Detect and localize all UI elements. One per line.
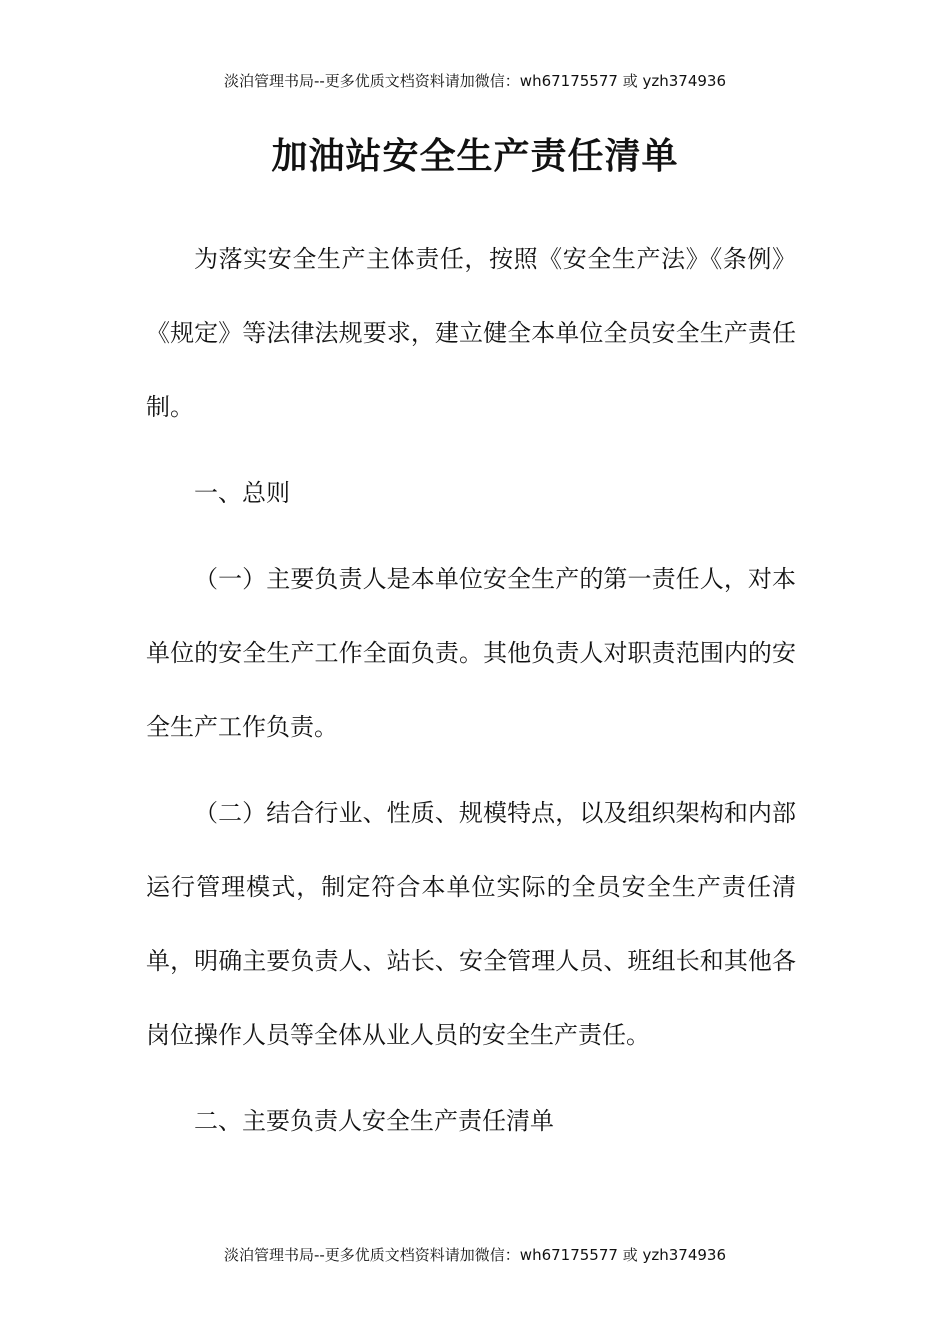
clause-paragraph-1: （一）主要负责人是本单位安全生产的第一责任人，对本单位的安全生产工作全面负责。其他负责人对职责范围内的安全生产工作负责。	[146, 565, 796, 741]
section-heading-general: 一、总则	[194, 479, 290, 507]
document-title: 加油站安全生产责任清单	[271, 136, 679, 177]
section-heading-principal-responsibility: 二、主要负责人安全生产责任清单	[194, 1107, 554, 1135]
page-header-watermark: 淡泊管理书局--更多优质文档资料请加微信：wh67175577 或 yzh374936	[223, 72, 726, 90]
intro-paragraph: 为落实安全生产主体责任，按照《安全生产法》《条例》《规定》等法律法规要求，建立健全本单位全员安全生产责任制。	[146, 245, 796, 421]
clause-paragraph-2: （二）结合行业、性质、规模特点，以及组织架构和内部运行管理模式，制定符合本单位实际的全员安全生产责任清单，明确主要负责人、站长、安全管理人员、班组长和其他各岗位操作人员等全体从业人员的安全生产责任。	[146, 799, 796, 1049]
page-footer-watermark: 淡泊管理书局--更多优质文档资料请加微信：wh67175577 或 yzh374936	[223, 1246, 726, 1264]
document-body	[146, 222, 796, 1170]
